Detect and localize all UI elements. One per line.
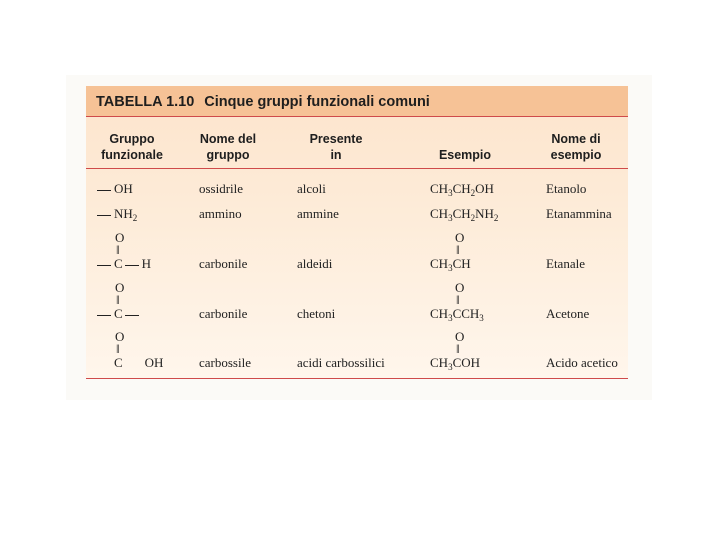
header-nome-esempio: Nome di esempio — [550, 132, 602, 162]
table-row-example: $CH_3COH$ — [430, 355, 481, 372]
example-oxygen: O — [455, 280, 465, 295]
table-row-example-name: Etanale — [546, 256, 585, 271]
header-nome-gruppo: Nome del gruppo — [199, 132, 257, 162]
table-row-example-name: Etanammina — [546, 206, 612, 221]
header-esempio: Esempio — [438, 148, 492, 162]
table-row-name: carbossile — [199, 355, 251, 370]
table-panel — [86, 86, 628, 379]
header-top-rule — [86, 116, 628, 117]
example-double-bond: ‖ — [456, 242, 460, 257]
table-row-example-name: Etanolo — [546, 181, 587, 196]
table-row-group: OH — [97, 182, 133, 196]
table-row-name: ossidrile — [199, 181, 244, 196]
carbonyl-oxygen: O — [115, 280, 125, 295]
table-bottom-rule — [86, 378, 628, 379]
table-row-present: alcoli — [297, 181, 326, 196]
table-row-group: C H — [97, 257, 151, 271]
table-caption: Cinque gruppi funzionali comuni — [204, 94, 430, 110]
table-row-example: $CH_3CH$ — [430, 256, 471, 273]
table-row-group: C OH — [114, 355, 164, 370]
example-double-bond: ‖ — [456, 292, 460, 307]
carbonyl-oxygen: O — [115, 329, 125, 344]
carbonyl-oxygen: O — [115, 230, 125, 245]
table-row-example: $CH_3CH_2NH_2$ — [430, 206, 499, 223]
table-row-name: carbonile — [199, 306, 248, 321]
header-presente-in: Presente in — [309, 132, 363, 162]
double-bond: ‖ — [116, 242, 120, 257]
table-row-present: chetoni — [297, 306, 336, 321]
table-row-present: aldeidi — [297, 256, 333, 271]
example-oxygen: O — [455, 230, 465, 245]
table-row-name: ammino — [199, 206, 242, 221]
header-bottom-rule — [86, 168, 628, 169]
table-row-example-name: Acido acetico — [546, 355, 618, 370]
table-row-group: $NH_2$ — [97, 207, 137, 221]
table-number: TABELLA 1.10 — [96, 94, 195, 110]
table-row-group: C — [97, 307, 142, 321]
double-bond: ‖ — [116, 341, 120, 356]
table-title — [96, 91, 430, 113]
example-double-bond: ‖ — [456, 341, 460, 356]
table-row-present: ammine — [297, 206, 339, 221]
header-gruppo-funzionale: Gruppo funzionale — [101, 132, 163, 162]
example-oxygen: O — [455, 329, 465, 344]
table-row-name: carbonile — [199, 256, 248, 271]
table-row-example: $CH_3CH_2OH$ — [430, 181, 494, 198]
double-bond: ‖ — [116, 292, 120, 307]
table-row-present: acidi carbossilici — [297, 355, 385, 370]
table-row-example-name: Acetone — [546, 306, 590, 321]
table-row-example: $CH_3CCH_3$ — [430, 306, 484, 323]
